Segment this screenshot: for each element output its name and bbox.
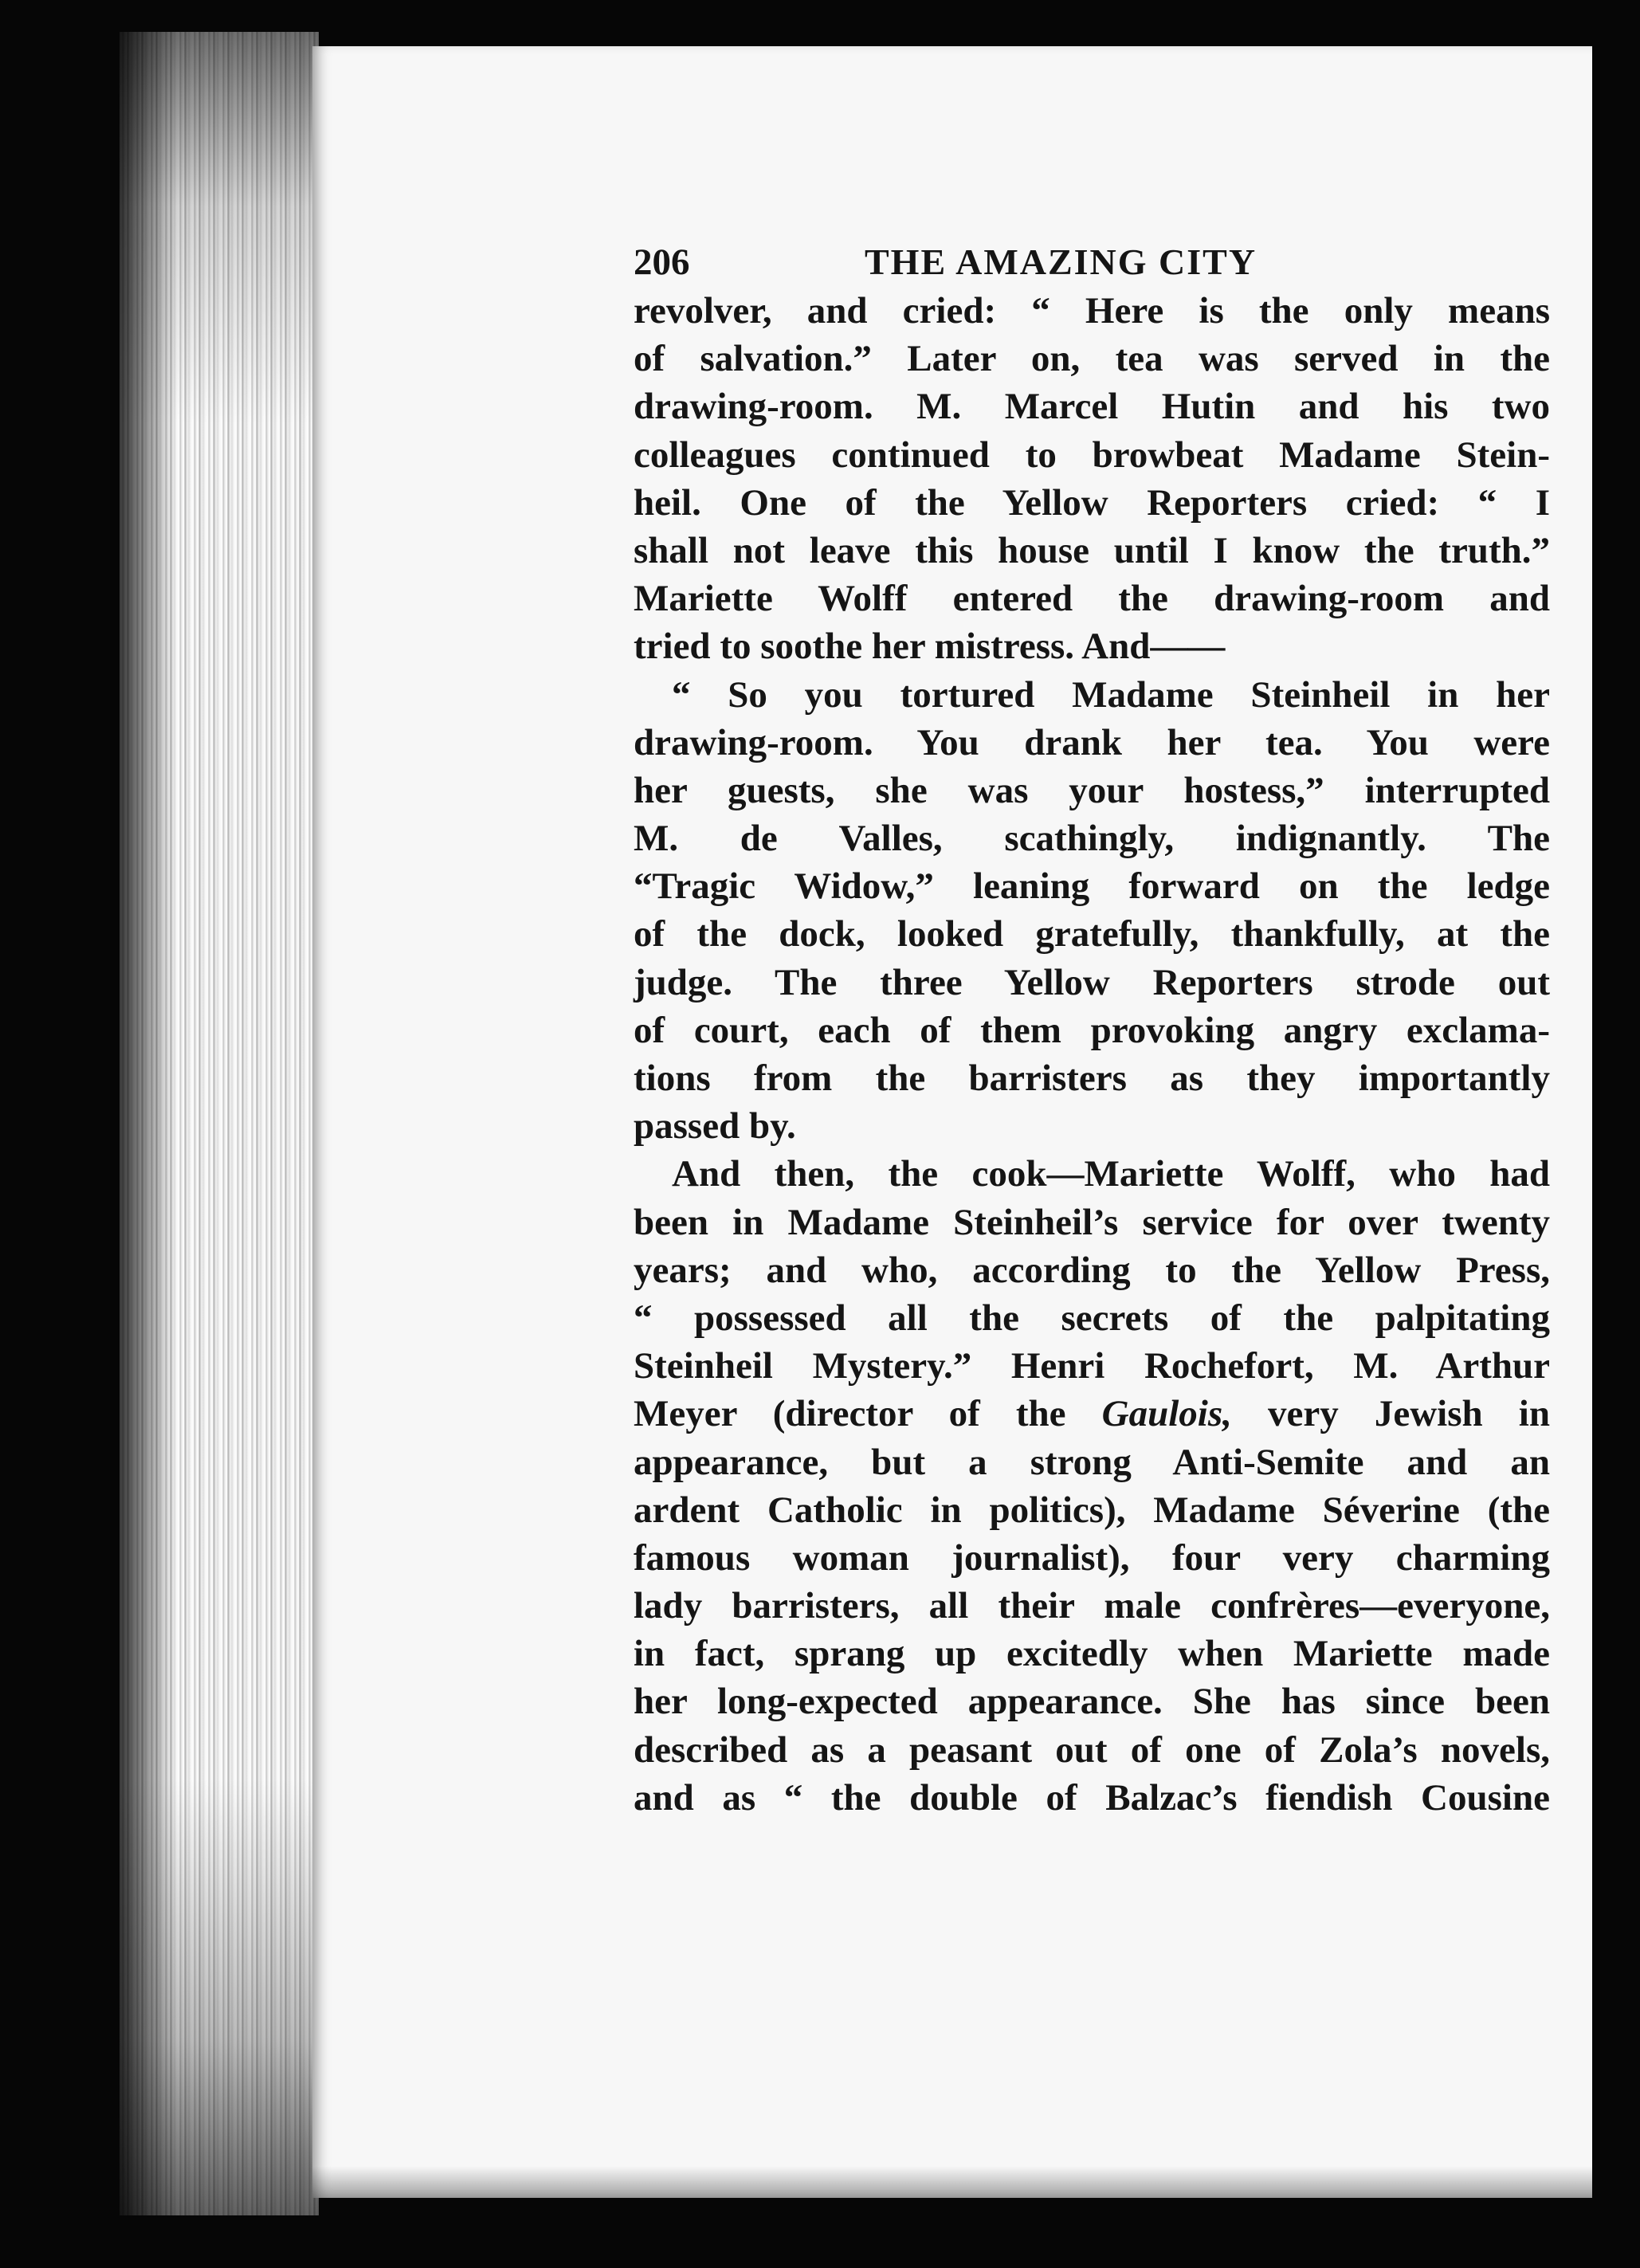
text-line: of the dock, looked gratefully, thankfully, at the xyxy=(634,913,1550,955)
text-segment: very Jewish in xyxy=(1231,1393,1550,1435)
text-line: And then, the cook—Mariette Wolff, who had xyxy=(672,1153,1550,1195)
text-line: and as “ the double of Balzac’s fiendish Cousine xyxy=(634,1776,1550,1819)
text-line: her long-expected appearance. She has since been xyxy=(634,1681,1550,1723)
text-line: her guests, she was your hostess,” interrupted xyxy=(634,769,1550,811)
italic-title: Gaulois, xyxy=(1101,1393,1232,1435)
text-line: ardent Catholic in politics), Madame Séverine (the xyxy=(634,1489,1550,1531)
text-line: lady barristers, all their male confrères—everyone, xyxy=(634,1585,1550,1627)
text-line: of salvation.” Later on, tea was served in the xyxy=(634,338,1550,380)
text-line: been in Madame Steinheil’s service for over twenty xyxy=(634,1201,1550,1243)
text-line xyxy=(634,1390,1550,1438)
text-line: Mariette Wolff entered the drawing-room and xyxy=(634,578,1550,620)
text-line: Steinheil Mystery.” Henri Rochefort, M. Arthur xyxy=(634,1345,1550,1387)
text-line: appearance, but a strong Anti-Semite and an xyxy=(634,1441,1550,1483)
text-line: heil. One of the Yellow Reporters cried: “ I xyxy=(634,481,1550,524)
text-line: judge. The three Yellow Reporters strode out xyxy=(634,961,1550,1003)
text-line: revolver, and cried: “ Here is the only means xyxy=(634,290,1550,332)
text-line: tried to soothe her mistress. And—— xyxy=(634,626,1226,668)
text-line: drawing-room. M. Marcel Hutin and his two xyxy=(634,386,1550,428)
text-line: colleagues continued to browbeat Madame Stein- xyxy=(634,434,1550,476)
text-line: M. de Valles, scathingly, indignantly. The xyxy=(634,818,1550,860)
text-line: “ possessed all the secrets of the palpitating xyxy=(634,1297,1550,1339)
text-line: famous woman journalist), four very charming xyxy=(634,1536,1550,1579)
page-text xyxy=(634,237,1550,1822)
text-line: “Tragic Widow,” leaning forward on the ledge xyxy=(634,865,1550,908)
running-head xyxy=(634,237,1550,287)
text-line: drawing-room. You drank her tea. You were xyxy=(634,721,1550,763)
text-line: shall not leave this house until I know the truth.” xyxy=(634,529,1550,571)
text-line: described as a peasant out of one of Zola’s novels, xyxy=(634,1728,1550,1771)
text-line: in fact, sprang up excitedly when Mariette made xyxy=(634,1633,1550,1675)
text-line: passed by. xyxy=(634,1105,796,1148)
page-number: 206 xyxy=(634,241,690,283)
text-line: tions from the barristers as they importantly xyxy=(634,1057,1550,1099)
text-line: years; and who, according to the Yellow Press, xyxy=(634,1249,1550,1291)
book-page-edges xyxy=(120,32,319,2215)
running-title: THE AMAZING CITY xyxy=(865,241,1257,282)
text-line: “ So you tortured Madame Steinheil in her xyxy=(672,673,1550,716)
text-line: of court, each of them provoking angry exclama- xyxy=(634,1009,1550,1051)
text-segment: Meyer (director of the xyxy=(634,1393,1102,1435)
